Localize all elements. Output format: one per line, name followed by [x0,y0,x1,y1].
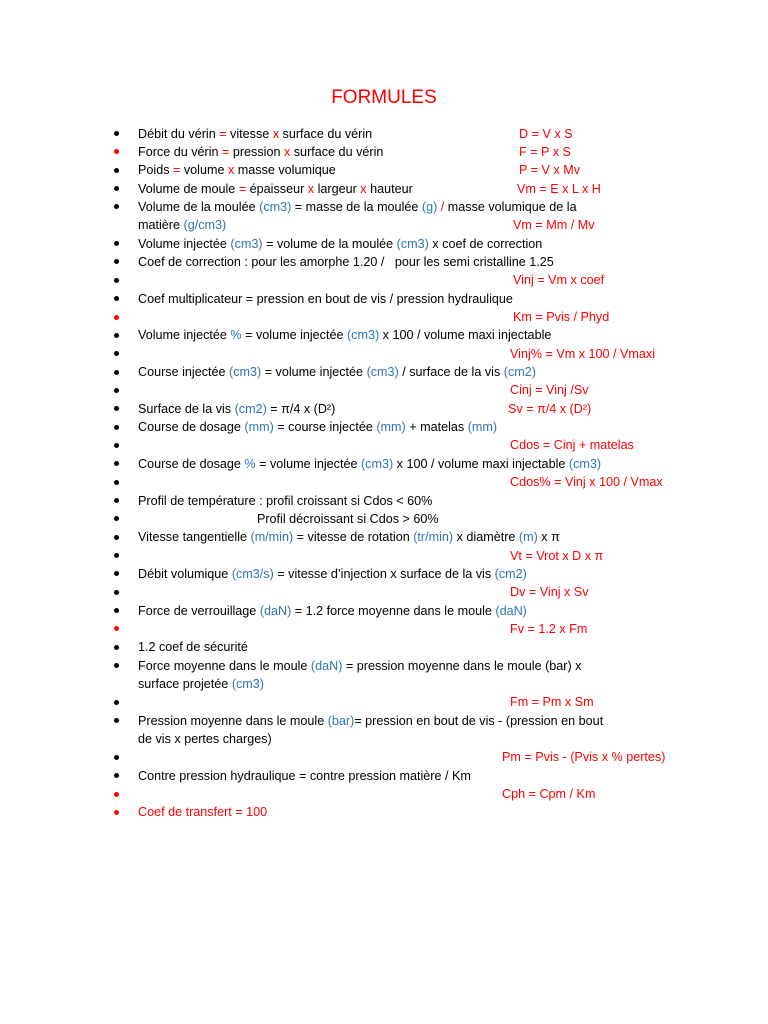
bullet-icon [114,571,119,576]
formula: Fm = Pm x Sm [510,695,594,710]
list-item [0,381,768,399]
list-item [0,657,768,675]
text-segment: Force du vérin [138,144,222,159]
text-segment: / [440,199,445,214]
text-segment: (cm3) [346,328,380,343]
text-segment: (cm3) [360,456,394,471]
text-segment: (daN) [259,603,292,618]
text-segment: vitesse [226,126,273,141]
list-item [0,326,768,344]
item-text [138,675,264,693]
item-text [138,730,272,748]
item-text [138,803,267,821]
text-segment: (cm2) [494,566,527,581]
list-item [0,748,768,766]
text-segment: = course injectée [273,420,377,435]
text-segment: (m/min) [250,530,294,545]
list-item [0,400,768,418]
bullet-icon [114,388,119,393]
formula: Vm = Mm / Mv [513,218,595,233]
bullet-icon [114,259,119,264]
list-item [0,125,768,143]
item-text [138,400,335,418]
text-segment: matière [138,218,184,233]
text-segment: = volume de la moulée [262,236,397,251]
item-text [138,712,603,730]
item-text [138,143,383,161]
text-segment: (mm) [244,420,274,435]
item-text [138,161,336,179]
list-item [0,345,768,363]
formula: Cinj = Vinj /Sv [510,383,589,398]
text-segment: = volume injectée [261,365,367,380]
item-text [138,290,513,308]
text-segment: x [360,181,367,196]
bullet-icon [114,186,119,191]
text-segment: (cm3/s) [231,566,274,581]
text-segment: Volume injectée [138,236,231,251]
item-text [138,510,439,528]
text-segment: masse volumique [234,163,336,178]
list-item [0,638,768,656]
list-item [0,436,768,454]
bullet-icon [114,351,119,356]
text-segment: surface du vérin [279,126,373,141]
text-segment: (bar) [327,713,355,728]
text-segment: Pression moyenne dans le moule [138,713,328,728]
formula: P = V x Mv [519,163,581,178]
text-segment: (m) [518,530,538,545]
list-item [0,198,768,216]
list-item [0,290,768,308]
text-segment: (mm) [467,420,498,435]
item-text [138,602,527,620]
text-segment: (daN) [310,658,343,673]
text-segment: surface du vérin [290,144,384,159]
bullet-icon [114,241,119,246]
formula: Dv = Vinj x Sv [510,585,589,600]
list-item [0,785,768,803]
text-segment: = volume injectée [241,328,347,343]
text-segment: (daN) [495,603,527,618]
item-text [138,767,471,785]
text-segment: = [219,126,227,141]
text-segment: = 1.2 force moyenne dans le moule [291,603,496,618]
text-segment: (cm3) [259,199,292,214]
bullet-icon [114,553,119,558]
item-text [138,235,542,253]
text-segment: (cm3) [366,365,399,380]
item-text [138,565,527,583]
formula: Pm = Pvis - (Pvis x % pertes) [502,750,666,765]
formula: Cdos = Cinj + matelas [510,438,634,453]
item-text [138,125,372,143]
bullet-icon [114,461,119,466]
page-title: FORMULES [331,87,437,108]
list-item [0,235,768,253]
list-item [0,803,768,821]
item-text [138,253,554,271]
list-item [0,455,768,473]
list-item [0,583,768,601]
bullet-icon [114,608,119,613]
text-segment: x diamètre [453,530,519,545]
text-segment: = vitesse d’injection x surface de la vis [273,566,495,581]
text-segment: x [272,126,280,141]
text-segment: Coef de correction : pour les amorphe 1.20 / pour les semi cristalline 1.25 [138,254,554,269]
formula: F = P x S [519,144,571,159]
formula: D = V x S [519,126,573,141]
text-segment: surface projetée [138,677,232,691]
text-segment: Course de dosage [138,456,245,471]
list-item [0,308,768,326]
list-item [0,712,768,730]
item-text [138,455,601,473]
text-segment: + matelas [405,420,468,435]
list-item [0,510,768,528]
text-segment: Poids [138,163,174,178]
bullet-icon [114,700,119,705]
item-text [138,326,551,344]
text-segment: x 100 / volume maxi injectable [379,328,552,343]
formula: Sv = π/4 x (D²) [508,401,592,416]
text-segment: x [307,181,315,196]
text-segment: (cm2) [503,365,536,380]
item-text [138,418,497,436]
bullet-icon [114,370,119,375]
text-segment: = pression moyenne dans le moule (bar) x [342,658,582,673]
text-segment: Force de verrouillage [138,603,260,618]
text-segment: = [238,181,247,196]
list-item [0,418,768,436]
bullet-icon [114,149,119,154]
bullet-icon [114,663,119,668]
text-segment: masse volumique de la [444,199,577,214]
item-text [138,638,248,656]
text-segment: 1.2 coef de sécurité [138,640,248,655]
bullet-icon [114,718,119,723]
list-item [0,565,768,583]
text-segment: x [283,144,291,159]
text-segment: épaisseur [246,181,308,196]
list-item [0,492,768,510]
bullet-icon [114,315,119,320]
text-segment: hauteur [366,181,413,196]
text-segment: Course injectée [138,365,230,380]
text-segment: = volume injectée [255,456,361,471]
text-segment: = [173,163,181,178]
item-text [138,492,432,510]
text-segment: (cm3) [568,456,602,471]
list-item [0,693,768,711]
text-segment: / surface de la vis [398,365,504,380]
text-segment: Coef multiplicateur = pression en bout de vis / pression hydraulique [138,291,513,306]
list-item [0,767,768,785]
list-item [0,528,768,546]
text-segment: Profil décroissant si Cdos > 60% [138,511,439,526]
text-segment: Profil de température : profil croissant si Cdos < 60% [138,493,433,508]
text-segment: Contre pression hydraulique = contre pression matière / Km [138,768,471,783]
text-segment: Course de dosage [138,420,245,435]
list-item [0,620,768,638]
text-segment: Vitesse tangentielle [138,530,251,545]
text-segment: (cm3) [396,236,429,251]
bullet-icon [114,792,119,797]
text-segment: = π/4 x (D²) [266,401,336,416]
list-item [0,675,768,693]
bullet-icon [114,498,119,503]
bullet-icon [114,626,119,631]
bullet-icon [114,755,119,760]
item-text [138,528,560,546]
text-segment: = [222,144,230,159]
list-item [0,602,768,620]
bullet-icon [114,590,119,595]
formula: Vm = E x L x H [517,181,601,196]
text-segment: = masse de la moulée [291,199,422,214]
text-segment: largeur [314,181,361,196]
bullet-icon [114,516,119,521]
item-text [138,180,413,198]
text-segment: = pression en bout de vis - (pression en bout [354,713,604,728]
text-segment: (mm) [376,420,406,435]
bullet-icon [114,810,119,815]
list-item [0,271,768,289]
list-item [0,161,768,179]
formula: Vinj% = Vm x 100 / Vmaxi [510,346,656,361]
text-segment: (cm3) [229,365,262,380]
bullet-icon [114,773,119,778]
bullet-icon [114,425,119,430]
text-segment: Volume de moule [138,181,239,196]
bullet-icon [114,168,119,173]
list-item [0,730,768,748]
text-segment: (cm2) [234,401,267,416]
text-segment: Débit du vérin [138,126,220,141]
text-segment: (cm3) [230,236,263,251]
list-item [0,253,768,271]
text-segment: (g/cm3) [183,218,227,233]
formula: Cdos% = Vinj x 100 / Vmax [510,475,663,490]
list-item [0,143,768,161]
item-text [138,363,536,381]
bullet-icon [114,645,119,650]
bullet-icon [114,296,119,301]
text-segment: Volume injectée [138,328,231,343]
bullet-icon [114,406,119,411]
text-segment: (cm3) [231,677,264,691]
text-segment: x [227,163,235,178]
formula: Vt = Vrot x D x π [510,548,604,563]
item-text [138,657,581,675]
text-segment: x coef de correction [428,236,543,251]
text-segment: x π [537,530,560,545]
bullet-icon [114,480,119,485]
text-segment: = vitesse de rotation [293,530,414,545]
list-item [0,547,768,565]
bullet-icon [114,333,119,338]
bullet-icon [114,535,119,540]
bullet-icon [114,278,119,283]
text-segment: % [230,328,242,343]
text-segment: Surface de la vis [138,401,235,416]
list-item [0,363,768,381]
bullet-icon [114,443,119,448]
formula: Vinj = Vm x coef [513,273,605,288]
text-segment: (g) [421,199,438,214]
item-text [138,198,577,216]
text-segment: pression [229,144,284,159]
text-segment: (tr/min) [413,530,454,545]
text-segment: volume [180,163,228,178]
text-segment: x 100 / volume maxi injectable [393,456,569,471]
bullet-icon [114,131,119,136]
formula: Cph = Cpm / Km [502,787,596,802]
text-segment: Débit volumique [138,566,232,581]
text-segment: de vis x pertes charges) [138,732,272,747]
text-segment: Volume de la moulée [138,199,260,214]
list-item [0,180,768,198]
list-item [0,216,768,234]
text-segment: % [244,456,256,471]
text-segment: Coef de transfert = 100 [138,805,268,820]
formula: Km = Pvis / Phyd [513,310,610,324]
text-segment: Force moyenne dans le moule [138,658,311,673]
bullet-icon [114,204,119,209]
formula: Fv = 1.2 x Fm [510,621,588,636]
item-text [138,216,226,234]
list-item [0,473,768,491]
